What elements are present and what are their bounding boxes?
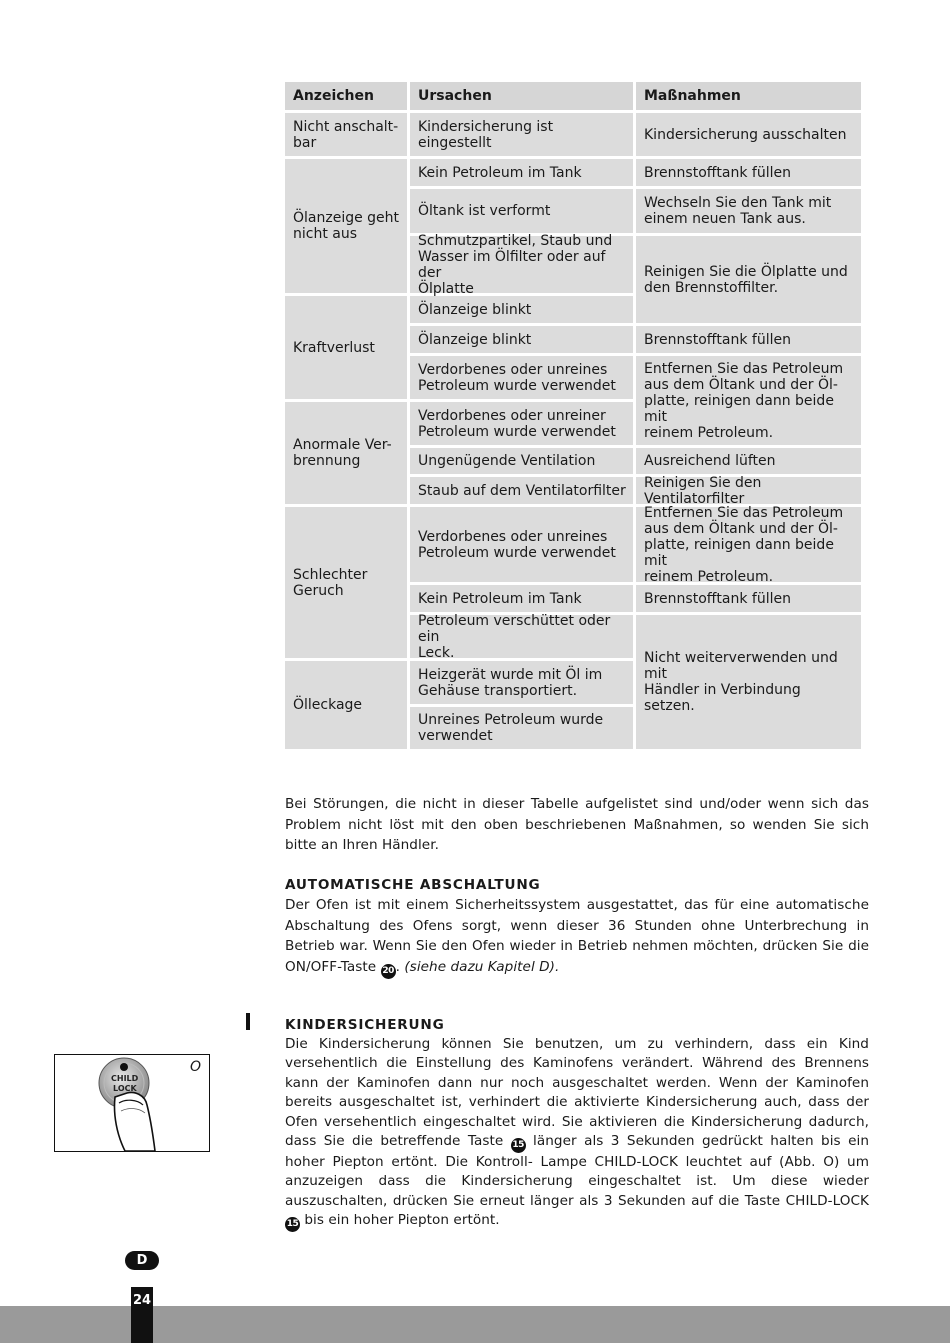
header-measure: Maßnahmen (636, 82, 861, 110)
cause-cell: Staub auf dem Ventilatorfilter (410, 477, 633, 504)
cause-cell: Verdorbenes oder unreines Petroleum wurde verwendet (410, 507, 633, 582)
cause-cell: Öltank ist verformt (410, 189, 633, 233)
measure-cell: Entfernen Sie das Petroleum aus dem Öltank und der Öl- platte, reinigen dann beide mit reinem Petroleum. (636, 356, 861, 445)
cause-cell: Kein Petroleum im Tank (410, 585, 633, 612)
cause-cell: Ungenügende Ventilation (410, 448, 633, 474)
measure-cell: Brennstofftank füllen (636, 159, 861, 186)
child-lock-paragraph: Die Kindersicherung können Sie benutzen, um zu verhindern, dass ein Kind versehentlich die Einstellung des Kaminofens verändert. Während des Brennens kann der Kaminofen dann nur noch ausgeschaltet werden. Wenn der Kaminofen bereits ausgeschaltet ist, verhindert die aktivierte Kindersicherung auch, dass der Ofen versehentlich eingeschaltet wird. Sie aktivieren die Kindersicherung dadurch, dass Sie die betreffende Taste 15 länger als 3 Sekunden gedrückt halten bis ein hoher Piepton ertönt. Die Kontroll- Lampe CHILD-LOCK leuchtet auf (Abb. O) um anzuzeigen dass die Kindersicherung eingeschaltet ist. Um diese wieder auszuschalten, drücken Sie erneut länger als 3 Sekunden auf die Taste CHILD-LOCK 15 bis ein hoher Piepton ertönt. (285, 1035, 869, 1232)
measure-cell: Wechseln Sie den Tank mit einem neuen Tank aus. (636, 189, 861, 233)
figure-label: O (189, 1059, 201, 1075)
heading-auto-shutdown: AUTOMATISCHE ABSCHALTUNG (285, 877, 541, 893)
section-marker (246, 1013, 250, 1030)
measure-cell: Reinigen Sie die Ölplatte und den Brennstoffilter. (636, 236, 861, 323)
measure-cell: Kindersicherung ausschalten (636, 113, 861, 156)
intro-paragraph: Bei Störungen, die nicht in dieser Tabelle aufgelistet sind und/oder wenn sich das Problem nicht löst mit den oben beschriebenen Maßnahmen, so wenden Sie sich bitte an Ihren Händler. (285, 796, 869, 853)
cause-cell: Heizgerät wurde mit Öl im Gehäuse transportiert. (410, 661, 633, 704)
auto-shutdown-paragraph: Der Ofen ist mit einem Sicherheitssystem ausgestattet, das für eine automatische Abschaltung des Ofens sorgt, wenn dieser 36 Stunden ohne Unterbrechung in Betrieb war. Wenn Sie den Ofen wieder in Betrieb nehmen möchten, drücken Sie die ON/OFF-Taste 20 . (siehe dazu Kapitel D). (285, 895, 869, 979)
cause-cell: Verdorbenes oder unreines Petroleum wurde verwendet (410, 356, 633, 399)
cause-cell: Ölanzeige blinkt (410, 326, 633, 353)
measure-cell: Entfernen Sie das Petroleum aus dem Öltank und der Öl- platte, reinigen dann beide mit reinem Petroleum. (636, 507, 861, 582)
cause-cell: Ölanzeige blinkt (410, 296, 633, 323)
child-button-label: CHILD (111, 1074, 139, 1083)
symptom-cell: Kraftverlust (285, 296, 407, 399)
measure-cell: Brennstofftank füllen (636, 585, 861, 612)
reference-number-badge: 15 (285, 1217, 300, 1232)
measure-cell: Nicht weiterverwenden und mit Händler in Verbindung setzen. (636, 615, 861, 749)
reference-number-badge: 20 (381, 964, 396, 979)
symptom-cell: Schlechter Geruch (285, 507, 407, 658)
finger-press-button-illustration (55, 1055, 211, 1153)
cause-cell: Schmutzpartikel, Staub und Wasser im Ölfilter oder auf der Ölplatte (410, 236, 633, 293)
cause-cell: Kindersicherung ist eingestellt (410, 113, 633, 156)
figure-child-lock (54, 1054, 210, 1152)
heading-child-lock: KINDERSICHERUNG (285, 1017, 445, 1033)
cause-cell: Unreines Petroleum wurde verwendet (410, 707, 633, 749)
reference-number-badge: 15 (511, 1138, 526, 1153)
symptom-cell: Nicht anschalt- bar (285, 113, 407, 156)
header-cause: Ursachen (410, 82, 633, 110)
cause-cell: Verdorbenes oder unreiner Petroleum wurde verwendet (410, 402, 633, 445)
header-symptom: Anzeichen (285, 82, 407, 110)
symptom-cell: Ölanzeige geht nicht aus (285, 159, 407, 293)
section-badge: D (125, 1251, 159, 1270)
cause-cell: Petroleum verschüttet oder ein Leck. (410, 615, 633, 658)
measure-cell: Ausreichend lüften (636, 448, 861, 474)
cause-cell: Kein Petroleum im Tank (410, 159, 633, 186)
symptom-cell: Anormale Ver- brennung (285, 402, 407, 504)
symptom-cell: Ölleckage (285, 661, 407, 749)
page-number: 24 (131, 1287, 153, 1343)
measure-cell: Reinigen Sie den Ventilatorfilter (636, 477, 861, 504)
lock-button-label: LOCK (113, 1084, 137, 1093)
measure-cell: Brennstofftank füllen (636, 326, 861, 353)
